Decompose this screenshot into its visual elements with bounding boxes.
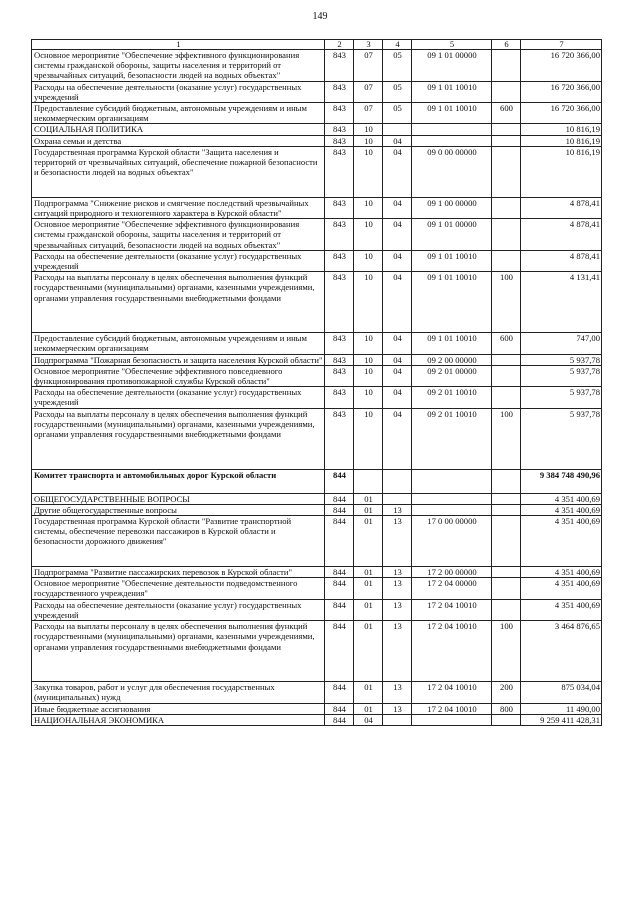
row-name-cell: Охрана семьи и детства xyxy=(32,135,325,146)
row-vr-cell xyxy=(492,493,521,504)
row-pr-cell: 13 xyxy=(383,599,412,620)
header-cell: 6 xyxy=(492,40,521,50)
row-name-cell: Предоставление субсидий бюджетным, автономным учреждениям и иным некоммерческим организациям xyxy=(32,103,325,124)
row-vr-cell xyxy=(492,124,521,135)
row-pr-cell: 04 xyxy=(383,146,412,197)
row-name-cell: Государственная программа Курской области "Защита населения и территорий от чрезвычайных ситуаций, обеспечение пожарной безопасности и безопасности людей на водных объектах" xyxy=(32,146,325,197)
row-pr-cell: 04 xyxy=(383,387,412,408)
row-ved-cell: 843 xyxy=(325,81,354,102)
row-rz-cell: 01 xyxy=(354,599,383,620)
table-row xyxy=(32,146,602,197)
row-csr-cell: 17 2 04 10010 xyxy=(412,599,492,620)
row-csr-cell xyxy=(412,469,492,493)
row-csr-cell: 09 1 01 00000 xyxy=(412,219,492,251)
row-vr-cell xyxy=(492,146,521,197)
table-row xyxy=(32,578,602,599)
row-rz-cell: 01 xyxy=(354,567,383,578)
row-csr-cell: 09 2 00 00000 xyxy=(412,354,492,365)
row-rz-cell: 10 xyxy=(354,333,383,354)
row-csr-cell: 09 1 01 10010 xyxy=(412,81,492,102)
row-pr-cell: 13 xyxy=(383,578,412,599)
row-vr-cell xyxy=(492,197,521,218)
row-rz-cell: 04 xyxy=(354,714,383,725)
row-pr-cell: 13 xyxy=(383,621,412,682)
row-name-cell: Основное мероприятие "Обеспечение деятельности подведомственного государственного учреждения" xyxy=(32,578,325,599)
row-pr-cell: 05 xyxy=(383,103,412,124)
row-rz-cell: 10 xyxy=(354,365,383,386)
row-pr-cell: 13 xyxy=(383,516,412,567)
row-ved-cell: 843 xyxy=(325,135,354,146)
row-amount-cell: 4 351 400,69 xyxy=(521,567,602,578)
row-ved-cell: 843 xyxy=(325,124,354,135)
header-cell: 7 xyxy=(521,40,602,50)
row-vr-cell xyxy=(492,387,521,408)
row-amount-cell: 4 351 400,69 xyxy=(521,504,602,515)
row-name-cell: Подпрограмма "Пожарная безопасность и защита населения Курской области" xyxy=(32,354,325,365)
row-vr-cell xyxy=(492,714,521,725)
row-name-cell: Подпрограмма "Снижение рисков и смягчение последствий чрезвычайных ситуаций природного и техногенного характера в Курской области" xyxy=(32,197,325,218)
row-ved-cell: 844 xyxy=(325,714,354,725)
row-csr-cell: 09 2 01 00000 xyxy=(412,365,492,386)
row-ved-cell: 844 xyxy=(325,469,354,493)
row-rz-cell: 10 xyxy=(354,387,383,408)
row-ved-cell: 844 xyxy=(325,493,354,504)
row-csr-cell: 17 2 04 10010 xyxy=(412,703,492,714)
row-ved-cell: 844 xyxy=(325,599,354,620)
row-rz-cell: 10 xyxy=(354,250,383,271)
row-pr-cell xyxy=(383,469,412,493)
row-amount-cell: 16 720 366,00 xyxy=(521,50,602,82)
row-rz-cell xyxy=(354,469,383,493)
table-row xyxy=(32,714,602,725)
row-name-cell: Расходы на выплаты персоналу в целях обеспечения выполнения функций государственными (муниципальными) органами, казенными учреждениями, органами управления государственными внебюджетными фондами xyxy=(32,621,325,682)
row-pr-cell: 04 xyxy=(383,197,412,218)
row-rz-cell: 01 xyxy=(354,578,383,599)
table-row xyxy=(32,50,602,82)
row-amount-cell: 4 351 400,69 xyxy=(521,578,602,599)
row-csr-cell: 09 1 01 10010 xyxy=(412,272,492,333)
row-vr-cell xyxy=(492,365,521,386)
row-csr-cell: 09 2 01 10010 xyxy=(412,408,492,469)
page-number: 149 xyxy=(312,11,328,22)
table-row xyxy=(32,103,602,124)
row-rz-cell: 01 xyxy=(354,504,383,515)
row-rz-cell: 10 xyxy=(354,408,383,469)
row-ved-cell: 843 xyxy=(325,50,354,82)
row-rz-cell: 10 xyxy=(354,197,383,218)
row-pr-cell: 04 xyxy=(383,250,412,271)
row-rz-cell: 10 xyxy=(354,272,383,333)
row-vr-cell: 200 xyxy=(492,682,521,703)
row-name-cell: Основное мероприятие "Обеспечение эффективного функционирования системы гражданской обороны, защиты населения и территорий от чрезвычайных ситуаций, безопасности людей на водных объектах" xyxy=(32,219,325,251)
row-rz-cell: 10 xyxy=(354,124,383,135)
row-rz-cell: 07 xyxy=(354,103,383,124)
row-vr-cell: 100 xyxy=(492,621,521,682)
row-ved-cell: 843 xyxy=(325,333,354,354)
row-amount-cell: 5 937,78 xyxy=(521,387,602,408)
table-row xyxy=(32,703,602,714)
row-csr-cell: 09 1 00 00000 xyxy=(412,197,492,218)
row-rz-cell: 01 xyxy=(354,703,383,714)
row-vr-cell xyxy=(492,354,521,365)
row-name-cell: Закупка товаров, работ и услуг для обеспечения государственных (муниципальных) нужд xyxy=(32,682,325,703)
row-name-cell: Иные бюджетные ассигнования xyxy=(32,703,325,714)
row-name-cell: Другие общегосударственные вопросы xyxy=(32,504,325,515)
row-pr-cell: 05 xyxy=(383,81,412,102)
table-row xyxy=(32,135,602,146)
row-rz-cell: 01 xyxy=(354,621,383,682)
row-pr-cell xyxy=(383,124,412,135)
row-vr-cell xyxy=(492,135,521,146)
row-name-cell: НАЦИОНАЛЬНАЯ ЭКОНОМИКА xyxy=(32,714,325,725)
row-amount-cell: 4 351 400,69 xyxy=(521,516,602,567)
row-rz-cell: 10 xyxy=(354,146,383,197)
row-rz-cell: 10 xyxy=(354,219,383,251)
row-rz-cell: 07 xyxy=(354,81,383,102)
row-ved-cell: 843 xyxy=(325,219,354,251)
row-name-cell: Расходы на обеспечение деятельности (оказание услуг) государственных учреждений xyxy=(32,81,325,102)
row-csr-cell xyxy=(412,714,492,725)
row-rz-cell: 10 xyxy=(354,354,383,365)
row-pr-cell: 04 xyxy=(383,135,412,146)
row-amount-cell: 747,00 xyxy=(521,333,602,354)
row-rz-cell: 07 xyxy=(354,50,383,82)
row-ved-cell: 843 xyxy=(325,146,354,197)
row-csr-cell: 09 0 00 00000 xyxy=(412,146,492,197)
row-amount-cell: 3 464 876,65 xyxy=(521,621,602,682)
row-vr-cell xyxy=(492,469,521,493)
table-row xyxy=(32,493,602,504)
row-pr-cell: 04 xyxy=(383,219,412,251)
row-name-cell: Расходы на обеспечение деятельности (оказание услуг) государственных учреждений xyxy=(32,250,325,271)
row-csr-cell: 09 1 01 10010 xyxy=(412,250,492,271)
table-row xyxy=(32,219,602,251)
row-rz-cell: 10 xyxy=(354,135,383,146)
row-vr-cell xyxy=(492,50,521,82)
row-ved-cell: 843 xyxy=(325,387,354,408)
row-amount-cell: 11 490,00 xyxy=(521,703,602,714)
table-row xyxy=(32,387,602,408)
row-pr-cell: 13 xyxy=(383,504,412,515)
row-vr-cell xyxy=(492,578,521,599)
table-row xyxy=(32,599,602,620)
row-csr-cell xyxy=(412,493,492,504)
row-amount-cell: 5 937,78 xyxy=(521,365,602,386)
row-amount-cell: 16 720 366,00 xyxy=(521,103,602,124)
row-vr-cell xyxy=(492,516,521,567)
row-vr-cell: 600 xyxy=(492,333,521,354)
row-vr-cell xyxy=(492,599,521,620)
row-rz-cell: 01 xyxy=(354,516,383,567)
row-ved-cell: 844 xyxy=(325,621,354,682)
row-pr-cell xyxy=(383,714,412,725)
row-vr-cell xyxy=(492,504,521,515)
row-vr-cell xyxy=(492,81,521,102)
row-ved-cell: 843 xyxy=(325,197,354,218)
row-rz-cell: 01 xyxy=(354,493,383,504)
row-name-cell: ОБЩЕГОСУДАРСТВЕННЫЕ ВОПРОСЫ xyxy=(32,493,325,504)
row-csr-cell xyxy=(412,504,492,515)
row-csr-cell: 17 2 04 10010 xyxy=(412,682,492,703)
header-row xyxy=(32,40,602,50)
row-name-cell: Расходы на выплаты персоналу в целях обеспечения выполнения функций государственными (муниципальными) органами, казенными учреждениями, органами управления государственными внебюджетными фондами xyxy=(32,408,325,469)
row-amount-cell: 10 816,19 xyxy=(521,124,602,135)
table-row xyxy=(32,408,602,469)
table-row xyxy=(32,81,602,102)
row-amount-cell: 5 937,78 xyxy=(521,354,602,365)
row-amount-cell: 10 816,19 xyxy=(521,135,602,146)
row-pr-cell: 04 xyxy=(383,365,412,386)
row-csr-cell: 17 0 00 00000 xyxy=(412,516,492,567)
row-rz-cell: 01 xyxy=(354,682,383,703)
table-row xyxy=(32,504,602,515)
header-cell: 5 xyxy=(412,40,492,50)
row-vr-cell xyxy=(492,250,521,271)
row-ved-cell: 844 xyxy=(325,504,354,515)
row-pr-cell: 04 xyxy=(383,408,412,469)
row-ved-cell: 843 xyxy=(325,408,354,469)
row-name-cell: Расходы на обеспечение деятельности (оказание услуг) государственных учреждений xyxy=(32,599,325,620)
row-ved-cell: 843 xyxy=(325,250,354,271)
row-name-cell: Расходы на обеспечение деятельности (оказание услуг) государственных учреждений xyxy=(32,387,325,408)
row-name-cell: СОЦИАЛЬНАЯ ПОЛИТИКА xyxy=(32,124,325,135)
row-ved-cell: 843 xyxy=(325,272,354,333)
row-pr-cell: 13 xyxy=(383,567,412,578)
row-amount-cell: 10 816,19 xyxy=(521,146,602,197)
budget-table xyxy=(31,39,602,726)
row-amount-cell: 4 878,41 xyxy=(521,250,602,271)
row-ved-cell: 844 xyxy=(325,578,354,599)
row-amount-cell: 4 351 400,69 xyxy=(521,599,602,620)
row-amount-cell: 16 720 366,00 xyxy=(521,81,602,102)
row-amount-cell: 9 259 411 428,31 xyxy=(521,714,602,725)
row-pr-cell: 05 xyxy=(383,50,412,82)
row-vr-cell xyxy=(492,219,521,251)
row-csr-cell: 09 1 01 00000 xyxy=(412,50,492,82)
row-pr-cell: 04 xyxy=(383,333,412,354)
row-vr-cell: 100 xyxy=(492,272,521,333)
row-vr-cell: 100 xyxy=(492,408,521,469)
header-cell: 3 xyxy=(354,40,383,50)
row-ved-cell: 844 xyxy=(325,682,354,703)
row-name-cell: Основное мероприятие "Обеспечение эффективного повседневного функционирования противопожарной службы Курской области" xyxy=(32,365,325,386)
row-vr-cell: 800 xyxy=(492,703,521,714)
row-csr-cell: 09 1 01 10010 xyxy=(412,103,492,124)
table-row xyxy=(32,365,602,386)
row-ved-cell: 843 xyxy=(325,103,354,124)
row-csr-cell: 09 2 01 10010 xyxy=(412,387,492,408)
header-cell: 2 xyxy=(325,40,354,50)
row-pr-cell xyxy=(383,493,412,504)
row-pr-cell: 04 xyxy=(383,272,412,333)
row-vr-cell: 600 xyxy=(492,103,521,124)
header-cell: 4 xyxy=(383,40,412,50)
table-row xyxy=(32,354,602,365)
row-csr-cell: 17 2 00 00000 xyxy=(412,567,492,578)
row-csr-cell xyxy=(412,135,492,146)
row-name-cell: Подпрограмма "Развитие пассажирских перевозок в Курской области" xyxy=(32,567,325,578)
row-csr-cell: 17 2 04 00000 xyxy=(412,578,492,599)
row-amount-cell: 4 351 400,69 xyxy=(521,493,602,504)
row-ved-cell: 844 xyxy=(325,703,354,714)
table-row xyxy=(32,333,602,354)
table-row xyxy=(32,682,602,703)
row-ved-cell: 843 xyxy=(325,365,354,386)
table-row xyxy=(32,250,602,271)
row-name-cell: Государственная программа Курской области "Развитие транспортной системы, обеспечение перевозки пассажиров в Курской области и безопасности дорожного движения" xyxy=(32,516,325,567)
row-pr-cell: 13 xyxy=(383,682,412,703)
table-row xyxy=(32,516,602,567)
row-name-cell: Расходы на выплаты персоналу в целях обеспечения выполнения функций государственными (муниципальными) органами, казенными учреждениями, органами управления государственными внебюджетными фондами xyxy=(32,272,325,333)
row-pr-cell: 04 xyxy=(383,354,412,365)
row-csr-cell: 09 1 01 10010 xyxy=(412,333,492,354)
table-row xyxy=(32,621,602,682)
table-row xyxy=(32,197,602,218)
table-row xyxy=(32,567,602,578)
row-amount-cell: 4 878,41 xyxy=(521,219,602,251)
row-csr-cell xyxy=(412,124,492,135)
row-pr-cell: 13 xyxy=(383,703,412,714)
row-ved-cell: 843 xyxy=(325,354,354,365)
table-row xyxy=(32,469,602,493)
row-name-cell: Комитет транспорта и автомобильных дорог Курской области xyxy=(32,469,325,493)
row-csr-cell: 17 2 04 10010 xyxy=(412,621,492,682)
row-amount-cell: 4 131,41 xyxy=(521,272,602,333)
row-amount-cell: 9 384 748 490,96 xyxy=(521,469,602,493)
table-row xyxy=(32,124,602,135)
row-amount-cell: 4 878,41 xyxy=(521,197,602,218)
row-ved-cell: 844 xyxy=(325,567,354,578)
row-amount-cell: 875 034,04 xyxy=(521,682,602,703)
table-row xyxy=(32,272,602,333)
row-amount-cell: 5 937,78 xyxy=(521,408,602,469)
row-ved-cell: 844 xyxy=(325,516,354,567)
row-vr-cell xyxy=(492,567,521,578)
header-cell: 1 xyxy=(32,40,325,50)
row-name-cell: Основное мероприятие "Обеспечение эффективного функционирования системы гражданской обороны, защиты населения и территорий от чрезвычайных ситуаций, безопасности людей на водных объектах" xyxy=(32,50,325,82)
row-name-cell: Предоставление субсидий бюджетным, автономным учреждениям и иным некоммерческим организациям xyxy=(32,333,325,354)
